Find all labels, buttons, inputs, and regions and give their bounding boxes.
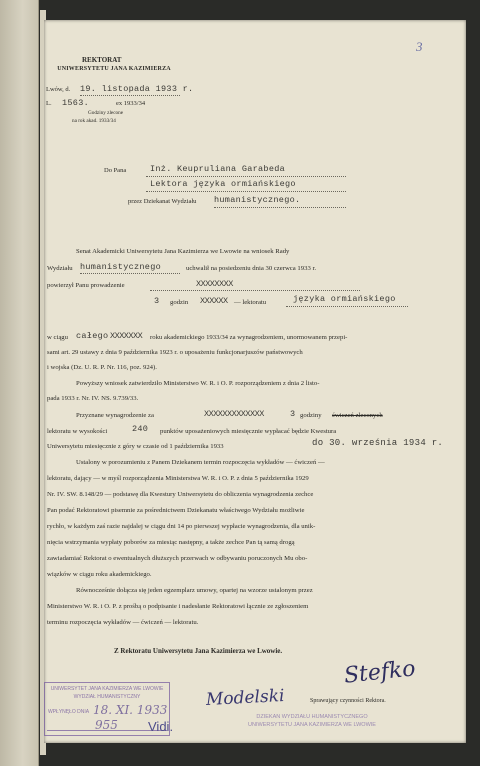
p1-lektoratu: — lektoratu [234, 299, 267, 306]
p4-line3-prefix: Uniwersytetu miesięcznie z góry w czasie od 1 października 1933 [47, 443, 224, 450]
p4-line2-rest: punktów uposażeniowych miesięcznie wypłacać będzie Kwestura [160, 428, 337, 435]
p4-line1-struck: ćwiczeń zleconych [332, 412, 383, 419]
vidi-label: Vidi. [148, 719, 174, 734]
p4-line2-prefix: lektoratu w wysokości [47, 428, 108, 435]
date-dots [80, 95, 180, 96]
dean-signature: Modelski [205, 685, 285, 711]
p4-line1-prefix: Przyznane wynagrodzenie za [76, 412, 154, 419]
p6-line1: Równocześnie dołącza się jeden egzemplarz umowy, opartej na wzorze ustalonym przez [76, 587, 313, 594]
p5-line1: Ustalony w porozumieniu z Panem Dziekanem termin rozpoczęcia wykładów — ćwiczeń — [76, 459, 325, 466]
p1-line3: powierzył Panu prowadzenie [47, 282, 125, 289]
p4-line1-suffix: godziny [300, 412, 322, 419]
addressee-name-dots [146, 176, 346, 177]
p1-language: języka ormiańskiego [293, 294, 396, 304]
letter-date: 19. listopada 1933 r. [80, 84, 194, 94]
p4-line1-hours: 3 [290, 409, 296, 419]
registry-date: 18. XI. 1933 [93, 703, 168, 717]
page-number: 3 [416, 39, 423, 54]
p6-line2: Ministerstwo W. R. i O. P. z prośbą o podpisanie i nadesłanie Rektoratowi łącznie ze zgłoszeniem [47, 603, 309, 610]
p1-faculty: humanistycznego [80, 262, 162, 272]
registry-number: 955 [95, 718, 118, 732]
p1-godzin: godzin [170, 299, 189, 306]
letter-number: 1563. [62, 98, 90, 108]
signature-block: Z Rektoratu Uniwersytetu Jana Kazimierza we Lwowie. [114, 647, 283, 655]
office-line-1: REKTORAT [82, 56, 122, 64]
p5-line7: zawiadamiać Rektorat o ewentualnych dłuższych przerwach w odbywaniu poruczonych Mu obo- [47, 555, 308, 562]
dean-stamp-line1: DZIEKAN WYDZIAŁU HUMANISTYCZNEGO [256, 714, 368, 720]
registry-stamp-line2: WYDZIAŁ HUMANISTYCZNY [73, 694, 141, 700]
p2-struck: XXXXXXX [110, 331, 143, 341]
p5-line8: wiązków w ciągu roku akademickiego. [47, 571, 152, 578]
p2-text: roku akademickiego 1933/34 za wynagrodzeniem, unormowanem przepi- [150, 334, 348, 341]
p5-line5: rychło, w każdym zaś razie najdalej w ciągu dni 14 po pierwszej wypłacie wynagrodzenia, dla unik- [47, 523, 316, 530]
hours-note-2: na rok akad. 1933/34 [72, 118, 116, 124]
p1-struck-2: XXXXXX [200, 296, 228, 306]
addressee-role-dots [146, 191, 346, 192]
p4-line2-amount: 240 [132, 424, 149, 434]
number-suffix: ex 1933/34 [116, 100, 146, 107]
p1-line2-rest: uchwalił na posiedzeniu dnia 30 czerwca 1933 r. [186, 265, 316, 272]
p3-line1: Powyższy wniosek zatwierdziło Ministerstwo W. R. i O. P. rozporządzeniem z dnia 2 listo- [76, 380, 320, 387]
number-prefix: L. [46, 100, 52, 107]
p2-line3: i wojska (Dz. U. R. P. Nr. 116, poz. 924). [47, 364, 157, 371]
p1-wydzialu: Wydziału [47, 265, 73, 272]
addressee-prefix: Do Pana [104, 167, 127, 174]
registry-stamp-line1: UNIWERSYTET JANA KAZIMIERZA WE LWOWIE [50, 686, 164, 692]
p4-struck: XXXXXXXXXXXXX [204, 409, 264, 419]
p1-hours: 3 [154, 296, 160, 306]
p1-language-dots [286, 306, 408, 307]
binding-strip [0, 0, 39, 766]
p2-typed: całego [76, 331, 109, 341]
hours-note-1: Godziny zlecone [88, 110, 124, 116]
p5-line3: Nr. IV. SW. 8.148/29 — podstawę dla Kwestury Uniwersytetu do obliczenia wynagrodzenia zechce [47, 491, 314, 498]
p6-line3: terminu rozpoczęcia wykładów — ćwiczeń — lektoratu. [47, 619, 199, 626]
addressee-faculty: humanistycznego. [214, 195, 301, 205]
p5-line6: nięcia wstrzymania wypłaty poborów za miesiąc następny, a także zechce Pan tą samą drogą [47, 539, 295, 546]
faculty-dots [214, 207, 346, 208]
office-line-2: UNIWERSYTETU JANA KAZIMIERZA [57, 66, 171, 72]
p4-line3-typed: do 30. września 1934 r. [312, 438, 444, 448]
addressee-role: Lektora języka ormiańskiego [150, 179, 296, 189]
dean-stamp-line2: UNIWERSYTETU JANA KAZIMIERZA WE LWOWIE [248, 722, 376, 728]
dean-stamp [232, 713, 392, 729]
signature-caption: Sprawujący czynności Rektora. [310, 698, 386, 704]
via-prefix: przez Dziekanat Wydziału [128, 198, 197, 205]
p3-line2: pada 1933 r. Nr. IV. NS. 9.739/33. [47, 395, 139, 402]
p1-faculty-dots [80, 273, 180, 274]
p1-course-dots [150, 290, 360, 291]
p5-line2: lektoratu, dający — w myśl rozporządzenia Ministerstwa W. R. i O. P. z dnia 5 października 1929 [47, 475, 309, 482]
p2-line2: sami art. 29 ustawy z dnia 9 października 1923 r. o uposażeniu funkcjonarjuszów państwowych [47, 349, 303, 356]
p5-line4: Pan podać Rektoratowi pisemnie za pośrednictwem Dziekanatu właściwego Wydziału możliwie [47, 507, 305, 514]
place-prefix: Lwów, d. [46, 86, 71, 93]
p1-line1: Senat Akademicki Uniwersytetu Jana Kazimierza we Lwowie na wniosek Rady [76, 248, 290, 255]
p1-struck-1: XXXXXXXX [196, 279, 233, 289]
registry-stamp-line3: WPŁYNĘŁO DNIA [48, 709, 90, 715]
rector-signature: Stefko [342, 656, 417, 689]
addressee-name: Inż. Keupruliana Garabeda [150, 164, 286, 174]
p2-prefix: w ciągu [47, 334, 68, 341]
